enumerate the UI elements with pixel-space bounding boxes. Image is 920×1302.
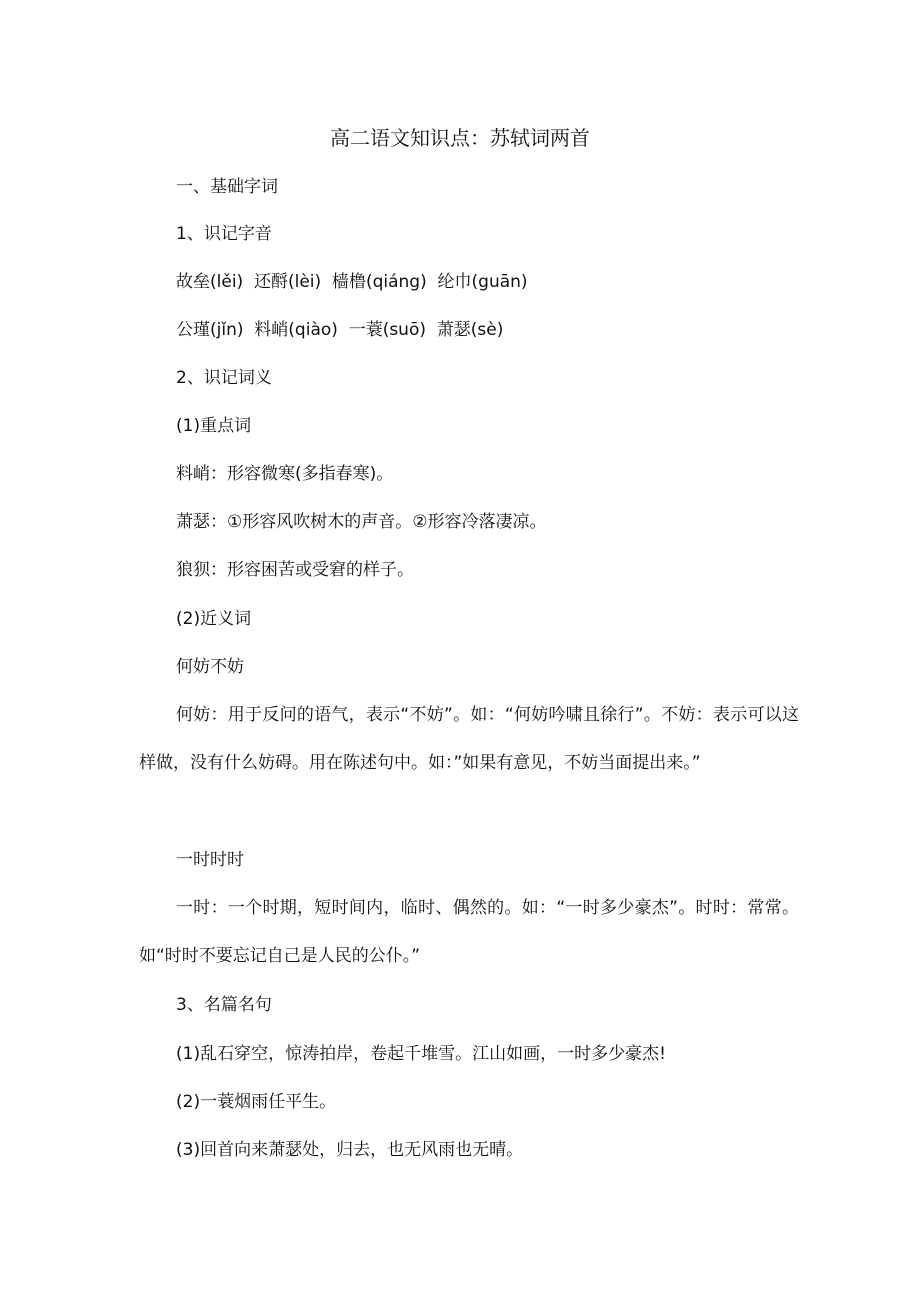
section-heading: 一、基础字词 bbox=[176, 177, 278, 197]
pronunciation-line-1: 故垒(lěi) 还酹(lèi) 樯橹(qiáng) 纶巾(guān) bbox=[176, 272, 528, 292]
famous-line-item: (3)回首向来萧瑟处，归去，也无风雨也无晴。 bbox=[176, 1140, 524, 1160]
synonym-group-heading: 何妨不妨 bbox=[176, 657, 244, 677]
synonyms-heading: (2)近义词 bbox=[176, 609, 252, 629]
synonym-group-explanation: 何妨：用于反问的语气，表示“不妨”。如：“何妨吟啸且徐行”。不妨：表示可以这样做，没有什么妨碍。用在陈述句中。如：”如果有意见，不妨当面提出来。” bbox=[139, 705, 799, 773]
subsection-heading-meaning: 2、识记词义 bbox=[176, 368, 272, 388]
subsection-heading-famous-lines: 3、名篇名句 bbox=[176, 995, 272, 1015]
subsection-heading-pronunciation: 1、识记字音 bbox=[176, 224, 272, 244]
synonym-group-heading: 一时时时 bbox=[176, 850, 244, 870]
synonym-group-explanation: 一时：一个时期，短时间内，临时、偶然的。如：“一时多少豪杰”。时时：常常。如“时时不要忘记自己是人民的公仆。” bbox=[139, 898, 799, 966]
key-word-item: 狼狈：形容困苦或受窘的样子。 bbox=[176, 560, 414, 580]
famous-line-item: (1)乱石穿空，惊涛拍岸，卷起千堆雪。江山如画，一时多少豪杰! bbox=[176, 1044, 666, 1064]
key-word-item: 萧瑟：①形容风吹树木的声音。②形容冷落凄凉。 bbox=[176, 512, 547, 532]
key-word-item: 料峭：形容微寒(多指春寒)。 bbox=[176, 464, 394, 484]
key-words-heading: (1)重点词 bbox=[176, 416, 252, 436]
page-title: 高二语文知识点：苏轼词两首 bbox=[330, 126, 590, 150]
pronunciation-line-2: 公瑾(jǐn) 料峭(qiào) 一蓑(suō) 萧瑟(sè) bbox=[176, 320, 504, 340]
famous-line-item: (2)一蓑烟雨任平生。 bbox=[176, 1092, 337, 1112]
